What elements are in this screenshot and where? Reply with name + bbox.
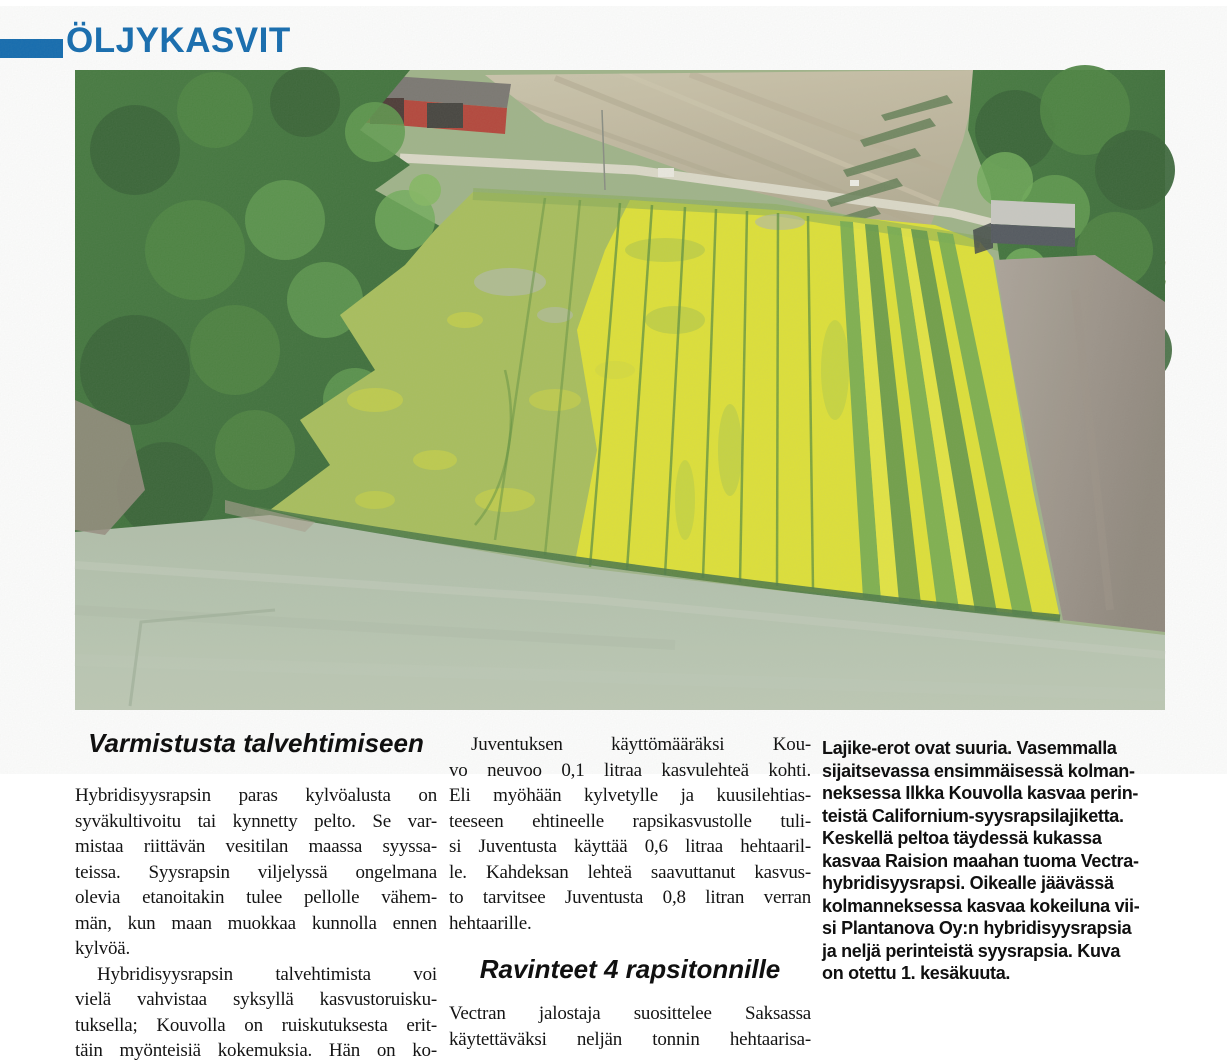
- photo-haze: [75, 70, 1165, 710]
- text-line: mistaa riittävän vesitilan maassa syyssa-: [75, 836, 437, 857]
- caption-line: teistä Californium-syysrapsilajiketta.: [822, 805, 1124, 826]
- caption-line: sijaitsevassa ensimmäisessä kolman-: [822, 760, 1135, 781]
- body-text-col2a: [449, 732, 811, 936]
- text-line: käytettäväksi neljän tonnin hehtaarisa-: [449, 1028, 811, 1050]
- aerial-photo: [75, 70, 1165, 710]
- text-line: vielä vahvistaa syksyllä kasvustoruisku-: [75, 989, 437, 1010]
- text-line: Eli myöhään kylvetylle ja kuusilehtias-: [449, 785, 811, 806]
- text-line: teissa. Syysrapsin viljelyssä ongelmana: [75, 861, 437, 883]
- text-line: syväkultivoitu tai kynnetty pelto. Se var-: [75, 810, 437, 832]
- caption-line: on otettu 1. kesäkuuta.: [822, 963, 1011, 983]
- text-line: Juventuksen käyttömääräksi Kou-: [471, 734, 811, 755]
- caption-line: kolmanneksessa kasvaa kokeiluna vii-: [822, 895, 1140, 916]
- photo-caption-column: [822, 737, 1182, 985]
- text-line: teeseen ehtineelle rapsikasvustolle tuli-: [449, 810, 811, 832]
- text-line: si Juventusta käyttää 0,6 litraa hehtaaril-: [449, 836, 811, 857]
- text-line: to tarvitsee Juventusta 0,8 litran verran: [449, 887, 811, 908]
- text-line: Hybridisyysrapsin paras kylvöalusta on: [75, 785, 437, 806]
- text-line: olevia etanoitakin tulee pellolle vähem-: [75, 887, 437, 908]
- section-accent-bar: [0, 39, 63, 58]
- text-column-2: [449, 732, 811, 1052]
- body-text-col1: [75, 783, 437, 1064]
- section-title: ÖLJYKASVIT: [66, 21, 291, 60]
- caption-line: Lajike-erot ovat suuria. Vasemmalla: [822, 738, 1117, 758]
- aerial-photo-art: [75, 70, 1165, 710]
- text-column-1: [75, 726, 437, 1064]
- text-line: Hybridisyysrapsin talvehtimista voi: [97, 963, 437, 985]
- photo-caption: [822, 737, 1182, 985]
- caption-line: kasvaa Raision maahan tuoma Vectra-: [822, 850, 1139, 871]
- text-line: Vectran jalostaja suosittelee Saksassa: [449, 1003, 811, 1024]
- text-line: le. Kahdeksan lehteä saavuttanut kasvus-: [449, 861, 811, 883]
- text-line: kylvöä.: [75, 938, 131, 959]
- text-line: tuksella; Kouvolla on ruiskutuksesta erit-: [75, 1014, 437, 1036]
- caption-line: Keskellä peltoa täydessä kukassa: [822, 828, 1102, 848]
- body-text-col2b: [449, 1001, 811, 1052]
- subheading-ravinteet: Ravinteet 4 rapsitonnille: [479, 954, 781, 984]
- text-line: män, kun maan muokkaa kunnolla ennen: [75, 912, 437, 934]
- caption-line: hybridisyysrapsi. Oikealle jäävässä: [822, 873, 1114, 893]
- subheading-talvehtiminen: Varmistusta talvehtimiseen: [88, 728, 424, 758]
- caption-line: si Plantanova Oy:n hybridisyysrapsia: [822, 918, 1132, 938]
- text-line: vo neuvoo 0,1 litraa kasvulehteä kohti.: [449, 759, 811, 781]
- caption-line: ja neljä perinteistä syysrapsia. Kuva: [822, 940, 1121, 961]
- caption-line: neksessa Ilkka Kouvolla kasvaa perin-: [822, 783, 1139, 803]
- text-line: hehtaarille.: [449, 912, 532, 934]
- text-line: täin myönteisiä kokemuksia. Hän on ko-: [75, 1040, 437, 1061]
